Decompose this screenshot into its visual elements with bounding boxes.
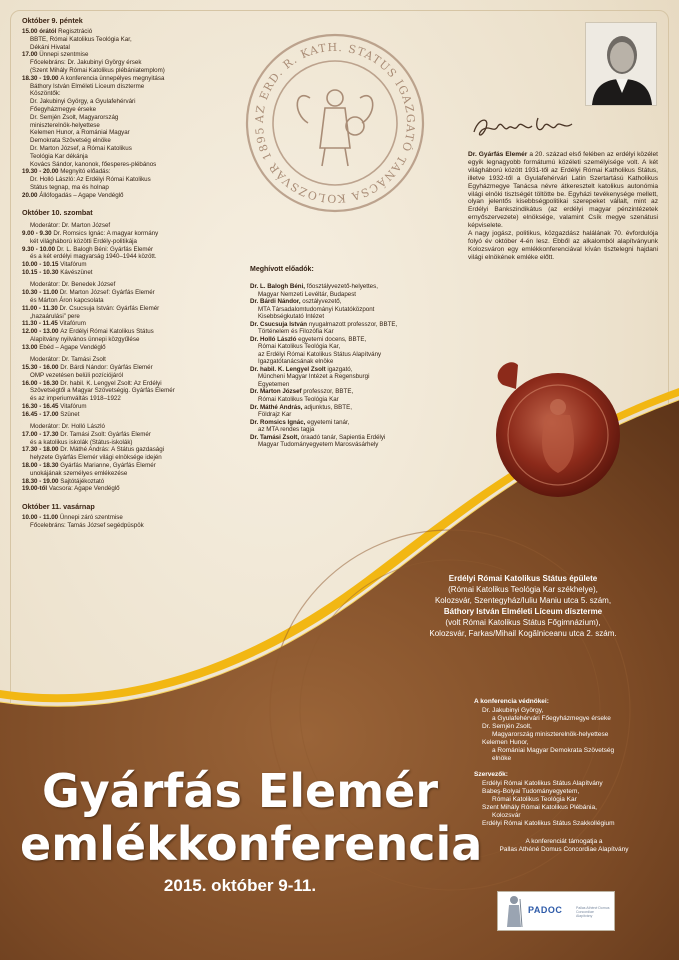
schedule-text: Státus tegnap, ma és holnap xyxy=(30,183,109,191)
speaker-name: Dr. Máthé András, xyxy=(250,403,303,411)
speaker-entry xyxy=(250,434,460,449)
schedule-item xyxy=(22,387,230,394)
schedule-time: 18.00 - 18.30 xyxy=(22,462,61,470)
schedule-item xyxy=(22,75,230,82)
schedule-text: Moderátor: Dr. Tamási Zsolt xyxy=(30,356,106,364)
schedule-text: Báthory István Elméleti Líceum díszterme xyxy=(30,82,145,90)
schedule-item xyxy=(22,485,230,492)
conference-date: 2015. október 9-11. xyxy=(163,876,317,895)
speaker-detail: főosztályvezető-helyettes, xyxy=(305,283,378,291)
speakers-header: Meghívott előadók: xyxy=(250,266,314,273)
schedule-text: Kovács Sándor, kanonok, főesperes-plébános xyxy=(30,160,157,168)
schedule-text: Moderátor: Dr. Benedek József xyxy=(30,281,116,289)
wax-seal-image xyxy=(478,355,628,505)
biography-name: Dr. Gyárfás Elemér xyxy=(468,151,528,158)
schedule-item xyxy=(22,246,230,253)
moderator-line xyxy=(22,423,230,430)
speaker-entry xyxy=(250,321,460,336)
speaker-detail: MTA Társadalomtudományi Kutatóközpont xyxy=(258,305,375,313)
stamp-ring-text: AZ ERD. R. KATH. STATUS IGAZGATÓ TANÁCSA KOLOZSVÁR 1895 xyxy=(252,40,418,206)
schedule-item xyxy=(22,36,230,43)
moderator-line xyxy=(22,356,230,363)
schedule-item xyxy=(22,28,230,35)
speaker-detail: igazgató, xyxy=(325,365,353,373)
padoc-logo-subtext: Pallas Athéné Domus Concordiae Alapítvány xyxy=(576,906,610,918)
schedule-item xyxy=(22,328,230,335)
schedule-time: 17.00 - 17.30 xyxy=(22,430,61,438)
biography-body: a 20. század első felében az erdélyi közélet egyik legnagyobb formátumú közéleti személyisége volt. A két világháború között 1931-től az Erdélyi Római Katholikus Státus, illetve 1932-től a Gyulafehérvári Latin Szertartású Katholikus Egyházmegye Tanácsa névre átkeresztelt katolikus autonómia világi elnöki tisztségét töltötte be. Egyházi tevékenysége mellett, olyan jelentős kisebbségpolitikai szerepeket vállalt, mint az Erdélyi Bankszindikátus (az erdélyi magyar pénzintézetek ernyőszervezete) elnöksége, valamint Csík megye szenátusi képviselete. xyxy=(468,151,659,230)
schedule-item xyxy=(22,184,230,191)
biography-paragraph-1 xyxy=(468,151,658,230)
list-item: Erdélyi Római Katolikus Státus Szakkollégium xyxy=(482,820,615,827)
schedule-text: A konferencia ünnepélyes megnyitása xyxy=(60,74,165,82)
schedule-text: Ünnepi szentmise xyxy=(39,51,89,59)
schedule-item xyxy=(22,67,230,74)
speaker-detail: egyetemi tanár, xyxy=(305,418,350,426)
patrons-and-organizers xyxy=(474,698,674,854)
schedule-item xyxy=(22,478,230,485)
list-item: Dr. Semjén Zsolt, xyxy=(482,723,532,730)
moderator-line xyxy=(22,281,230,288)
schedule-text: két világháború közötti Erdély-politikája xyxy=(30,237,137,245)
schedule-item xyxy=(22,439,230,446)
schedule-time: 16.30 - 16.45 xyxy=(22,402,61,410)
schedule-text: Dr. Semjén Zsolt, Magyarország xyxy=(30,113,119,121)
schedule-item xyxy=(22,90,230,97)
schedule-text: Dr. Csucsuja István: Gyárfás Elemér xyxy=(59,304,160,312)
schedule-item xyxy=(22,168,230,175)
schedule-item xyxy=(22,122,230,129)
schedule-text: Kelemen Hunor, a Romániai Magyar xyxy=(30,129,130,137)
speaker-detail: professzor, BBTE, xyxy=(301,388,354,396)
day-3-title: Október 11. vasárnap xyxy=(22,501,95,511)
schedule-item xyxy=(22,454,230,461)
schedule-time: 15.30 - 16.00 xyxy=(22,363,61,371)
day-3-block xyxy=(22,502,230,529)
padoc-logo-name: PADOC xyxy=(528,905,563,915)
schedule-item xyxy=(22,44,230,51)
list-item: Kelemen Hunor, xyxy=(482,739,529,746)
schedule-item xyxy=(22,83,230,90)
schedule-item xyxy=(22,230,230,237)
schedule-text: és a két erdélyi magyarság 1940–1944 között. xyxy=(30,253,157,261)
schedule-text: Moderátor: Dr. Marton József xyxy=(30,222,111,230)
speaker-name: Dr. Bárdi Nándor, xyxy=(250,298,301,306)
schedule-item xyxy=(22,411,230,418)
speaker-entry xyxy=(250,336,460,365)
schedule-text: Szünet xyxy=(60,410,80,418)
speaker-name: Dr. Csucsuja István xyxy=(250,320,308,328)
portrait-photo xyxy=(585,22,657,106)
list-item: Erdélyi Római Katolikus Státus Alapítvány xyxy=(482,780,603,787)
patrons-header: A konferencia védnökei: xyxy=(474,698,549,705)
schedule-time: 19.30 - 20.00 xyxy=(22,168,61,176)
schedule-text: Alapítvány nyilvános ünnepi közgyűlése xyxy=(30,335,140,343)
schedule-text: Köszöntők: xyxy=(30,90,61,98)
support-line-2: Pallas Athéné Domus Concordiae Alapítvány xyxy=(499,846,629,853)
schedule-text: Szövetségtől a Magyar Szövetségig. Gyárfás Elemér xyxy=(30,387,175,395)
schedule-text: BBTE, Római Katolikus Teológia Kar, xyxy=(30,35,132,43)
schedule-text: Ebéd – Agape Vendéglő xyxy=(39,343,106,351)
schedule-item xyxy=(22,137,230,144)
schedule-time: 15.00 órától xyxy=(22,28,59,35)
organizers-header: Szervezők: xyxy=(474,771,508,778)
schedule-text: miniszterelnök-helyettese xyxy=(30,121,100,129)
schedule-text: Vitafórum xyxy=(60,402,87,410)
speaker-entry xyxy=(250,298,460,320)
schedule-item xyxy=(22,403,230,410)
schedule-item xyxy=(22,192,230,199)
schedule-time: 20.00 xyxy=(22,191,40,199)
schedule-item xyxy=(22,106,230,113)
speaker-detail: adjunktus, BBTE, xyxy=(302,403,352,411)
schedule-item xyxy=(22,470,230,477)
schedule-text: Dr. Máthé András: A Státus gazdasági xyxy=(60,446,165,454)
venue-line-2: (Római Katolikus Teológia Kar székhelye), xyxy=(448,585,598,594)
list-item: Magyarország miniszterelnök-helyettese xyxy=(492,731,609,738)
schedule-item xyxy=(22,269,230,276)
venue-line-1: Erdélyi Római Katolikus Státus épülete xyxy=(448,574,598,583)
day-1-block xyxy=(22,16,230,199)
speaker-detail: az Erdélyi Római Katolikus Státus Alapítvány xyxy=(258,350,382,358)
schedule-text: Sajtótájékoztató xyxy=(60,477,105,485)
schedule-item xyxy=(22,297,230,304)
schedule-item xyxy=(22,145,230,152)
schedule-item xyxy=(22,238,230,245)
schedule-item xyxy=(22,431,230,438)
speaker-detail: Római Katolikus Teológia Kar xyxy=(258,395,339,403)
schedule-text: Vitafórum xyxy=(60,261,87,269)
speaker-detail: óraadó tanár, Sapientia Erdélyi xyxy=(299,433,386,441)
schedule-text: Főcelebráns: Dr. Jakubinyi György érsek xyxy=(30,59,142,67)
schedule-item xyxy=(22,336,230,343)
schedule-text: Regisztráció xyxy=(58,28,93,35)
speaker-detail: nyugalmazott professzor, BBTE, xyxy=(307,320,398,328)
schedule-time: 10.15 - 10.30 xyxy=(22,268,61,276)
speaker-detail: osztályvezető, xyxy=(300,298,342,306)
program-schedule xyxy=(22,16,230,538)
venue-line-6: Kolozsvár, Farkas/Mihail Kogălniceanu utca 2. szám. xyxy=(429,629,617,638)
schedule-item xyxy=(22,289,230,296)
list-item: Dr. Jakubinyi György, xyxy=(482,707,544,714)
schedule-item xyxy=(22,51,230,58)
schedule-time: 10.00 - 11.00 xyxy=(22,513,60,521)
speaker-detail: Egyetemen xyxy=(258,380,290,388)
schedule-time: 16.45 - 17.00 xyxy=(22,410,61,418)
schedule-text: Teológia Kar dékánja xyxy=(30,152,88,160)
speaker-detail: Földrajz Kar xyxy=(258,410,292,418)
list-item: Római Katolikus Teológia Kar xyxy=(492,796,577,803)
speaker-detail: Római Katolikus Teológia Kar, xyxy=(258,343,341,351)
biography-text xyxy=(468,151,658,262)
speaker-name: Dr. habil. K. Lengyel Zsolt xyxy=(250,365,326,373)
schedule-text: Dr. Marton József: Gyárfás Elemér xyxy=(59,289,155,297)
schedule-item xyxy=(22,364,230,371)
schedule-item xyxy=(22,305,230,312)
schedule-item xyxy=(22,129,230,136)
angel-icon xyxy=(297,90,372,166)
venue-line-4: Báthory István Elméleti Líceum díszterme xyxy=(443,607,603,616)
schedule-text: unokájának személyes emlékezése xyxy=(30,469,128,477)
schedule-text: Dr. Holló László: Az Erdélyi Római Katolikus xyxy=(30,176,151,184)
schedule-item xyxy=(22,446,230,453)
speaker-name: Dr. Marton József xyxy=(250,388,302,396)
list-item: a Gyulafehérvári Főegyházmegye érseke xyxy=(492,715,611,722)
schedule-item xyxy=(22,514,230,521)
schedule-text: OMP vezetésen belüli pozíciójáról xyxy=(30,371,124,379)
speaker-detail: az MTA rendes tagja xyxy=(258,426,315,434)
schedule-item xyxy=(22,522,230,529)
day-2-block xyxy=(22,208,230,493)
schedule-text: Állófogadás – Agape Vendéglő xyxy=(39,191,124,199)
schedule-time: 18.30 - 19.00 xyxy=(22,74,61,82)
schedule-item xyxy=(22,59,230,66)
speaker-entry xyxy=(250,388,460,403)
schedule-text: Megnyitó előadás: xyxy=(60,168,111,176)
conference-title xyxy=(20,764,483,871)
schedule-item xyxy=(22,313,230,320)
schedule-text: Főegyházmegye érseke xyxy=(30,105,97,113)
invited-speakers xyxy=(250,266,460,449)
speaker-entry xyxy=(250,366,460,388)
schedule-time: 13.00 xyxy=(22,343,40,351)
schedule-text: Dr. habil. K. Lengyel Zsolt: Az Erdélyi xyxy=(60,379,162,387)
support-line-1: A konferenciát támogatja a xyxy=(525,838,603,845)
schedule-item xyxy=(22,320,230,327)
schedule-time: 17.30 - 18.00 xyxy=(22,446,61,454)
schedule-item xyxy=(22,395,230,402)
schedule-time: 10.00 - 10.15 xyxy=(22,261,61,269)
schedule-text: Dr. L. Balogh Béni: Gyárfás Elemér xyxy=(56,245,154,253)
schedule-text: helyzete Gyárfás Elemér világi elnöksége idején xyxy=(30,454,162,462)
svg-text:AZ ERD. R. KATH. STATUS IGAZGA xyxy=(253,41,417,205)
venue-info xyxy=(378,573,668,639)
schedule-item xyxy=(22,253,230,260)
speaker-detail: Magyar Nemzeti Levéltár, Budapest xyxy=(258,290,357,298)
schedule-text: Demokrata Szövetség elnöke xyxy=(30,137,111,145)
schedule-time: 9.30 - 10.00 xyxy=(22,245,57,253)
schedule-item xyxy=(22,114,230,121)
day-2-title: Október 10. szombat xyxy=(22,208,93,218)
schedule-text: „hazaárulási” pere xyxy=(30,312,80,320)
schedule-item xyxy=(22,372,230,379)
speaker-detail: Történelem és Filozófia Kar xyxy=(258,328,334,336)
schedule-time: 17.00 xyxy=(22,51,40,59)
venue-line-5: (volt Római Katolikus Státus Főgimnázium), xyxy=(445,618,601,627)
schedule-text: és a katolikus iskolák (Státus-iskolák) xyxy=(30,438,133,446)
schedule-time: 18.30 - 19.00 xyxy=(22,477,61,485)
moderator-line xyxy=(22,222,230,229)
title-line-1: Gyárfás Elemér xyxy=(41,764,439,818)
athena-statue-icon xyxy=(501,893,527,931)
schedule-text: Kávészünet xyxy=(60,268,93,276)
schedule-text: Dr. Tamási Zsolt: Gyárfás Elemér xyxy=(60,430,151,438)
list-item: Babeş-Bolyai Tudományegyetem, xyxy=(482,788,580,795)
speaker-detail: Müncheni Magyar Intézet a Regensburgi xyxy=(258,373,370,381)
speaker-entry xyxy=(250,419,460,434)
schedule-text: Dr. Bárdi Nándor: Gyárfás Elemér xyxy=(60,363,153,371)
speaker-name: Dr. Tamási Zsolt, xyxy=(250,433,300,441)
speaker-detail: egyetemi docens, BBTE, xyxy=(296,336,367,344)
schedule-time: 19.00-től xyxy=(22,485,49,493)
schedule-text: és az imperiumváltás 1918–1922 xyxy=(30,395,121,403)
speaker-name: Dr. Romsics Ignác, xyxy=(250,418,306,426)
schedule-text: Ünnepi záró szentmise xyxy=(59,513,123,521)
schedule-time: 11.00 - 11.30 xyxy=(22,304,60,312)
speaker-name: Dr. L. Balogh Béni, xyxy=(250,283,306,291)
schedule-time: 9.00 - 9.30 xyxy=(22,229,54,237)
status-stamp-image xyxy=(240,28,430,218)
day-1-title: Október 9. péntek xyxy=(22,16,83,25)
venue-line-3: Kolozsvár, Szentegyház/Iuliu Maniu utca 5. szám, xyxy=(434,596,612,605)
schedule-time: 10.30 - 11.00 xyxy=(22,289,60,297)
schedule-item xyxy=(22,176,230,183)
list-item: a Romániai Magyar Demokrata Szövetség xyxy=(492,747,615,754)
list-item: Kolozsvár xyxy=(492,812,521,819)
schedule-time: 11.30 - 11.45 xyxy=(22,320,60,328)
schedule-item xyxy=(22,380,230,387)
schedule-text: és Márton Áron kapcsolata xyxy=(30,296,104,304)
schedule-text: Vitafórum xyxy=(59,320,86,328)
schedule-text: Gyárfás Marianne, Gyárfás Elemér xyxy=(60,462,156,470)
speaker-detail: Igazgatótanácsának elnöke xyxy=(258,358,334,366)
speaker-name: Dr. Holló László xyxy=(250,336,297,344)
schedule-text: (Szent Mihály Római Katolikus plébániatemplom) xyxy=(30,66,165,74)
speaker-entry xyxy=(250,404,460,419)
speaker-detail: Kisebbségkutató Intézet xyxy=(258,313,325,321)
schedule-text: Az Erdélyi Római Katolikus Státus xyxy=(60,328,154,336)
title-line-2: emlékkonferencia xyxy=(20,817,483,871)
schedule-text: Dr. Romsics Ignác: A magyar kormány xyxy=(53,229,159,237)
schedule-time: 12.00 - 13.00 xyxy=(22,328,61,336)
schedule-item xyxy=(22,462,230,469)
schedule-text: Dékáni Hivatal xyxy=(30,43,70,51)
schedule-text: Vacsora: Agape Vendéglő xyxy=(48,485,120,493)
padoc-logo xyxy=(497,891,615,931)
schedule-text: Moderátor: Dr. Holló László xyxy=(30,423,105,431)
list-item: elnöke xyxy=(492,755,512,762)
schedule-time: 16.00 - 16.30 xyxy=(22,379,61,387)
schedule-item xyxy=(22,153,230,160)
speaker-entry xyxy=(250,283,460,298)
schedule-text: Dr. Jakubinyi György, a Gyulafehérvári xyxy=(30,98,136,106)
schedule-item xyxy=(22,161,230,168)
portrait-figure-icon xyxy=(586,23,656,105)
schedule-item xyxy=(22,344,230,351)
schedule-item xyxy=(22,261,230,268)
schedule-text: Dr. Marton József, a Római Katolikus xyxy=(30,144,132,152)
speaker-detail: Magyar Tudományegyetem Marosvásárhely xyxy=(258,441,379,449)
schedule-text: Főcelebráns: Tamás József segédpüspök xyxy=(30,521,144,529)
schedule-item xyxy=(22,98,230,105)
list-item: Szent Mihály Római Katolikus Plébánia, xyxy=(482,804,597,811)
biography-paragraph-2: A nagy jogász, politikus, közgazdász halálának 70. évfordulója folyó év október 4-én lesz. Ebből az alkalomból alapítványunk Kolozsváron egy emlékkonferenciával kíván tisztelegni hajdani világi elnökének emléke előtt. xyxy=(468,230,658,261)
signature-image xyxy=(468,108,580,144)
